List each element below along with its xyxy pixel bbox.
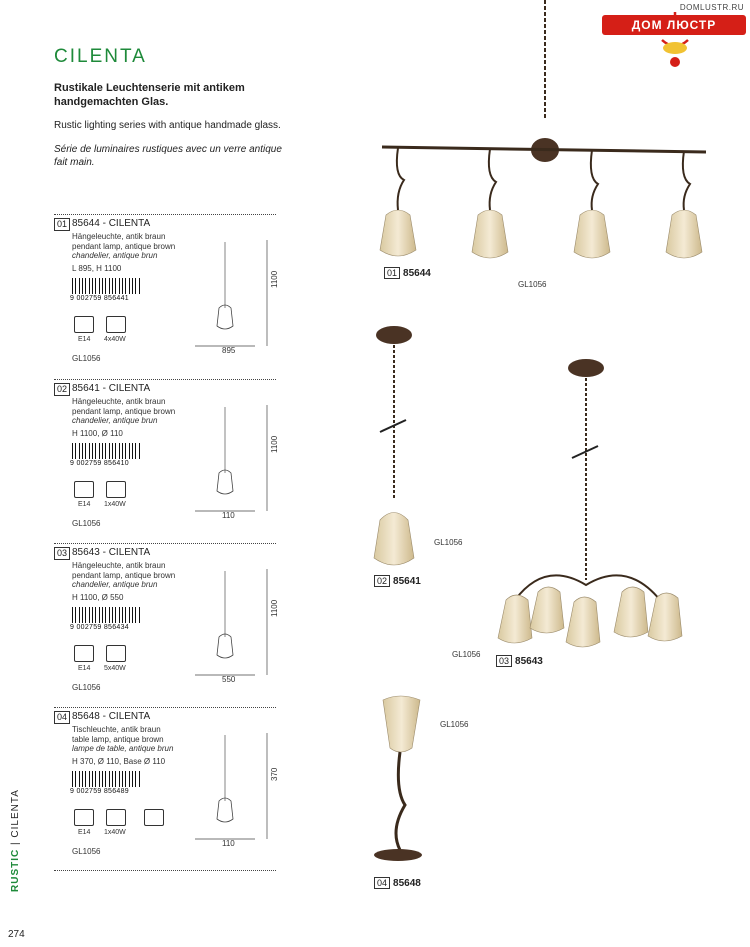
product-number: 03: [54, 547, 70, 560]
photo-85648: [374, 696, 422, 861]
product-title: 85641 - CILENTA: [72, 383, 151, 394]
dim-width: 895: [222, 346, 236, 355]
photo-code: 85643: [515, 656, 543, 667]
product-dimensions: H 1100, Ø 550: [72, 593, 124, 602]
photo-glass-code: GL1056: [440, 720, 469, 729]
product-number: 02: [54, 383, 70, 396]
desc-en: pendant lamp, antique brown: [72, 570, 176, 580]
photo-label: [496, 656, 543, 667]
product-number: 01: [54, 218, 70, 231]
logo-url: DOMLUSTR.RU: [679, 3, 744, 12]
desc-de: Tischleuchte, antik braun: [72, 725, 161, 734]
glass-code: GL1056: [72, 683, 101, 692]
photo-label: [384, 268, 431, 279]
glass-code: GL1056: [72, 847, 101, 856]
desc-fr: chandelier, antique brun: [72, 580, 158, 589]
wattage-label: 1x40W: [104, 829, 126, 836]
dim-height: 370: [270, 767, 279, 781]
dim-height: 1100: [270, 435, 279, 453]
page-number: 274: [8, 929, 25, 940]
socket-label: E14: [78, 501, 91, 508]
photo-glass-code: GL1056: [518, 280, 547, 289]
photo-number: 04: [374, 877, 390, 889]
intro-english: Rustic lighting series with antique handmade glass.: [54, 120, 281, 131]
product-title: 85644 - CILENTA: [72, 218, 151, 229]
desc-fr: lampe de table, antique brun: [72, 744, 174, 753]
product-title: 85648 - CILENTA: [72, 711, 151, 722]
desc-de: Hängeleuchte, antik braun: [72, 561, 166, 570]
product-dimensions: H 1100, Ø 110: [72, 429, 123, 438]
desc-fr: chandelier, antique brun: [72, 251, 158, 260]
photo-code: 85644: [403, 268, 431, 279]
desc-de: Hängeleuchte, antik braun: [72, 397, 166, 406]
product-dimensions: L 895, H 1100: [72, 264, 122, 273]
photo-number: 03: [496, 655, 512, 667]
socket-label: E14: [78, 665, 91, 672]
photo-label: [374, 878, 421, 889]
product-title: 85643 - CILENTA: [72, 547, 151, 558]
socket-label: E14: [78, 336, 91, 343]
glass-code: GL1056: [72, 519, 101, 528]
page-title: CILENTA: [54, 46, 147, 67]
barcode-number: 9 002759 856489: [70, 788, 129, 795]
desc-en: pendant lamp, antique brown: [72, 241, 176, 251]
wattage-label: 1x40W: [104, 501, 126, 508]
barcode-number: 9 002759 856441: [70, 295, 129, 302]
barcode-number: 9 002759 856434: [70, 624, 129, 631]
category-label: RUSTIC: [10, 848, 21, 892]
dim-height: 1100: [270, 599, 279, 617]
glass-code: GL1056: [72, 354, 101, 363]
desc-en: pendant lamp, antique brown: [72, 406, 176, 416]
photo-glass-code: GL1056: [452, 650, 481, 659]
dim-width: 550: [222, 675, 236, 684]
dim-width: 110: [222, 511, 235, 520]
socket-label: E14: [78, 829, 91, 836]
category-separator: |: [10, 841, 21, 845]
product-dimensions: H 370, Ø 110, Base Ø 110: [72, 757, 166, 766]
photo-85641: [374, 326, 414, 565]
photo-85644: [380, 0, 706, 258]
dim-width: 110: [222, 839, 235, 848]
wattage-label: 4x40W: [104, 336, 126, 343]
dim-height: 1100: [270, 270, 279, 288]
desc-fr: chandelier, antique brun: [72, 416, 158, 425]
photo-number: 01: [384, 267, 400, 279]
product-number: 04: [54, 711, 70, 724]
logo-brand: ДОМ ЛЮСТР: [602, 15, 746, 35]
desc-de: Hängeleuchte, antik braun: [72, 232, 166, 241]
intro-french: Série de luminaires rustiques avec un verre antique fait main.: [54, 144, 282, 168]
photo-code: 85641: [393, 576, 421, 587]
photo-label: [374, 576, 421, 587]
desc-en: table lamp, antique brown: [72, 734, 164, 744]
photo-number: 02: [374, 575, 390, 587]
series-label: CILENTA: [10, 789, 21, 838]
barcode-number: 9 002759 856410: [70, 460, 129, 467]
wattage-label: 5x40W: [104, 665, 126, 672]
photo-code: 85648: [393, 878, 421, 889]
photo-glass-code: GL1056: [434, 538, 463, 547]
photo-85643: [498, 359, 682, 647]
intro-german: Rustikale Leuchtenserie mit antikem handgemachten Glas.: [54, 82, 245, 108]
